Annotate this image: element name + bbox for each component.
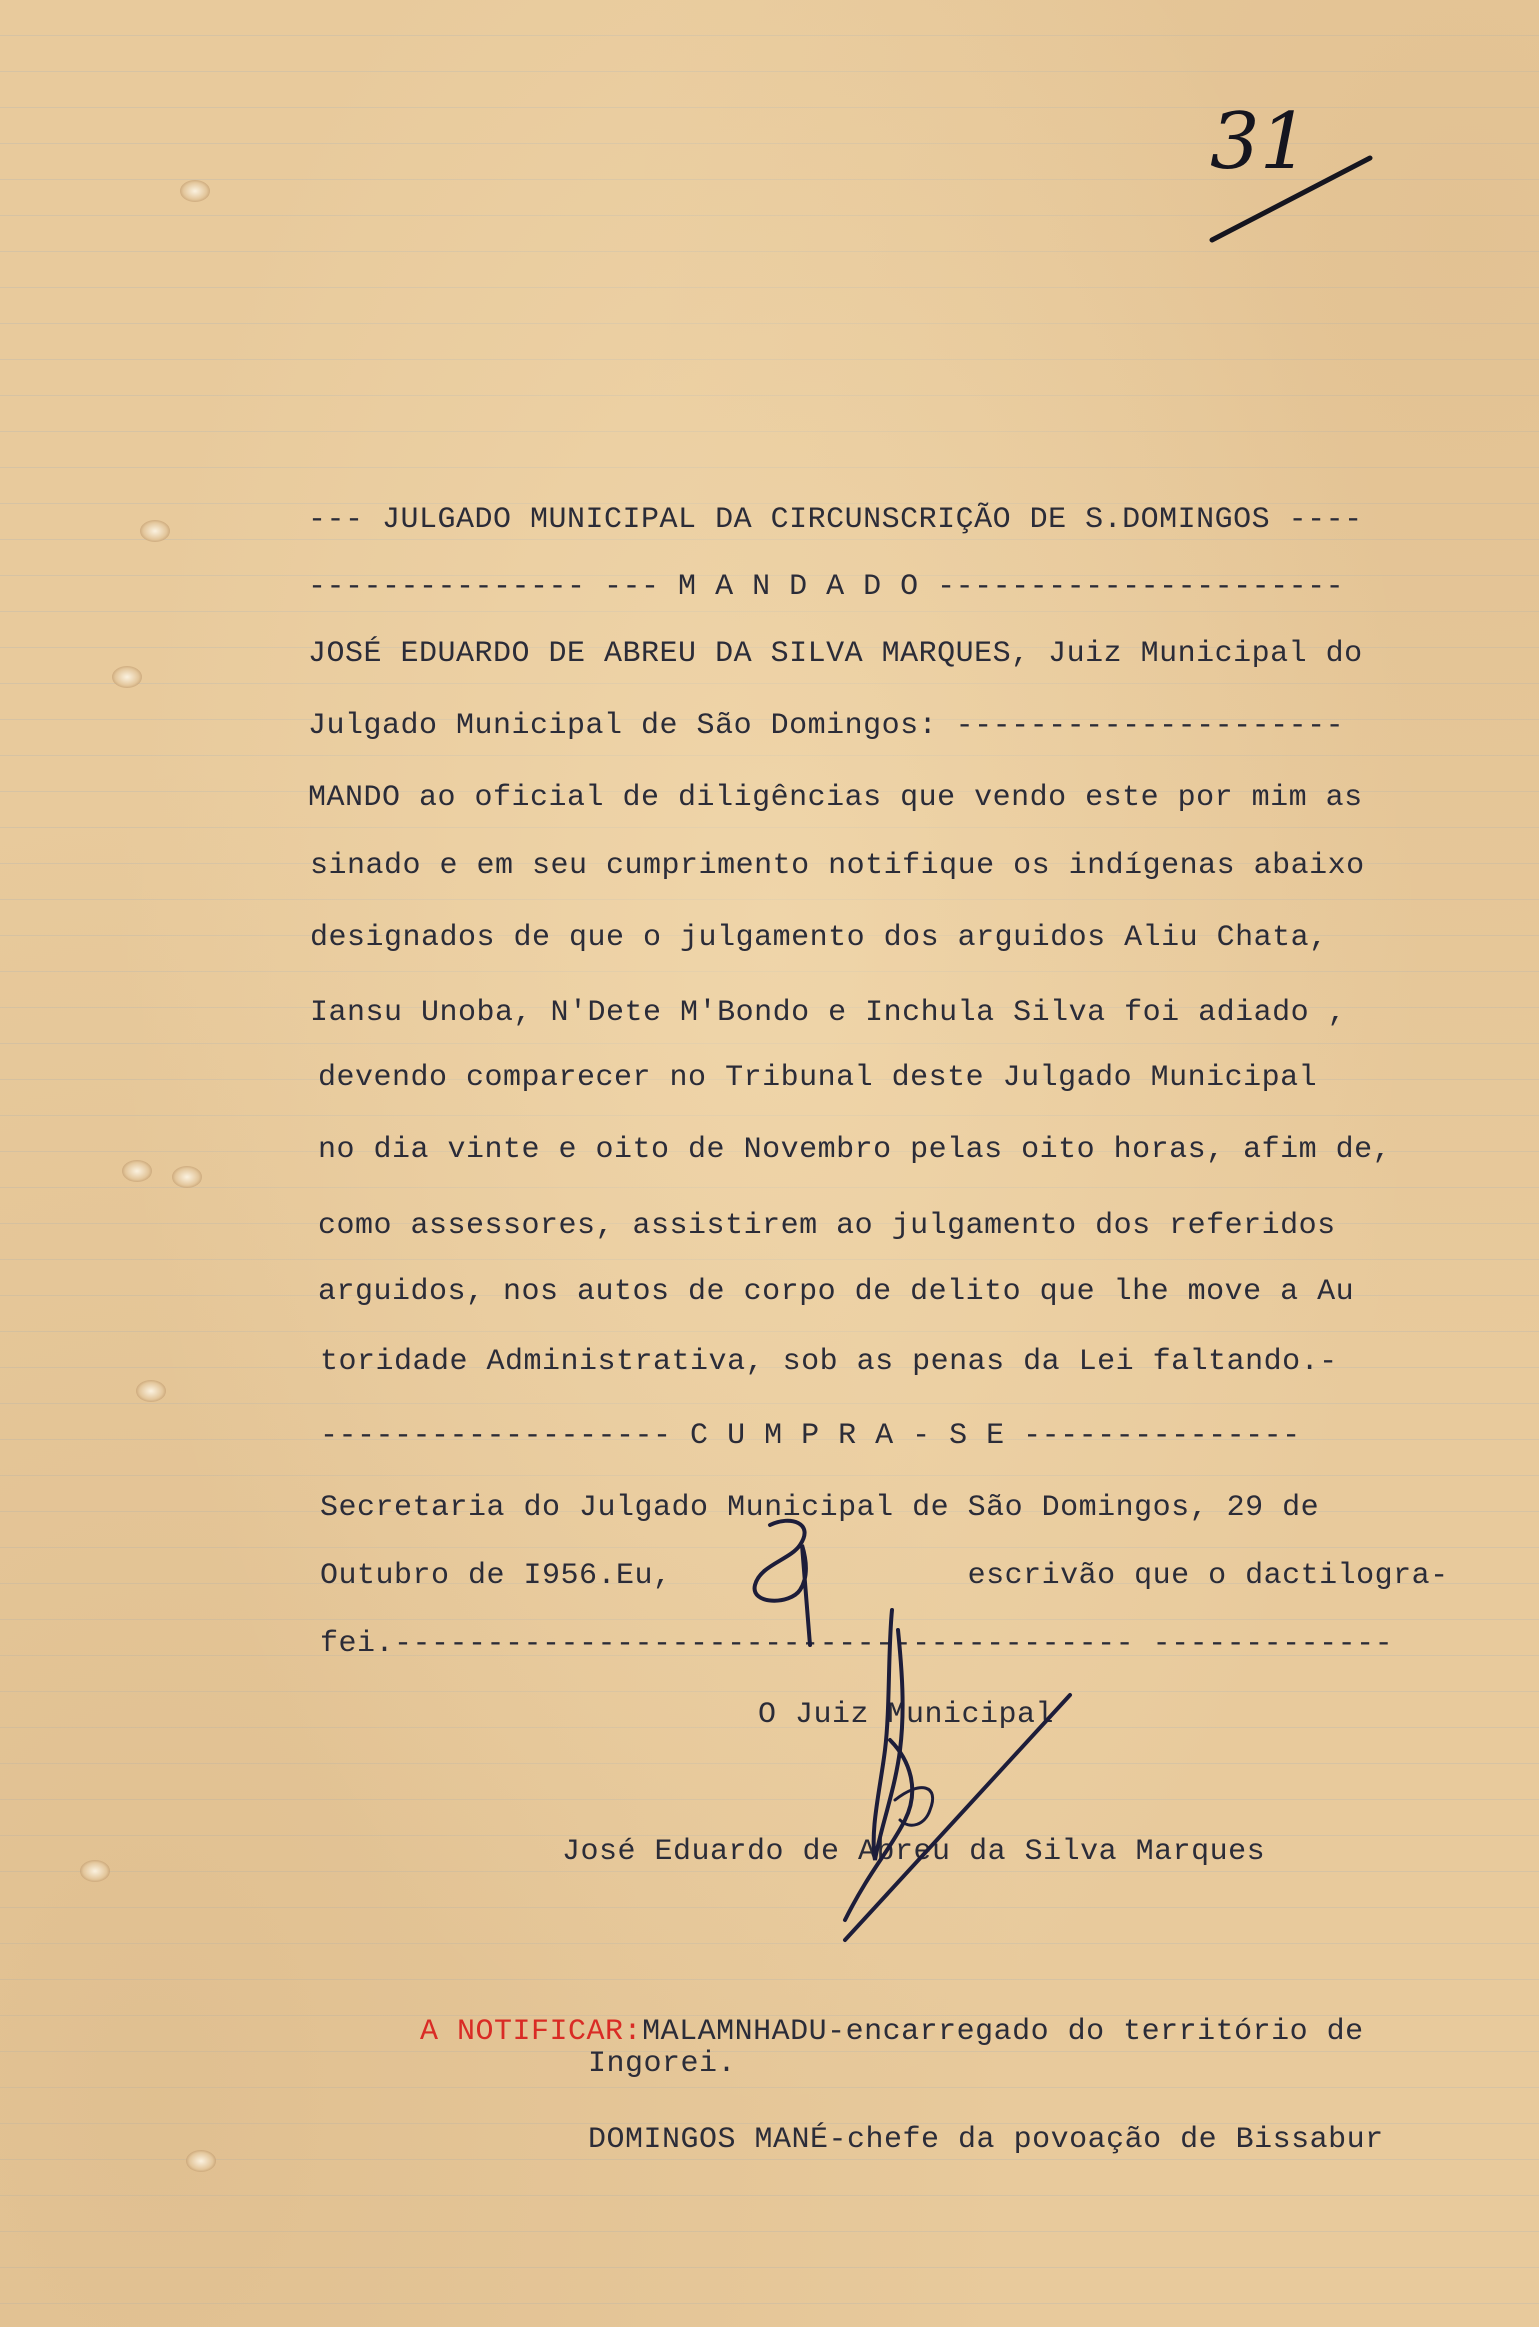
punch-hole [112, 666, 142, 688]
body-line: no dia vinte e oito de Novembro pelas oito horas, afim de, [318, 1133, 1392, 1167]
notification-line: DOMINGOS MANÉ-chefe da povoação de Bissabur [588, 2123, 1384, 2157]
body-line: devendo comparecer no Tribunal deste Julgado Municipal [318, 1061, 1318, 1095]
punch-hole [180, 180, 210, 202]
notification-line: Ingorei. [588, 2047, 737, 2081]
body-line: sinado e em seu cumprimento notifique os indígenas abaixo [310, 849, 1365, 883]
notification-line [346, 1978, 1364, 2086]
judge-name: José Eduardo de Abreu da Silva Marques [562, 1835, 1266, 1869]
punch-hole [122, 1160, 152, 1182]
closing-line: Outubro de I956.Eu, escrivão que o dactilogra- [320, 1559, 1449, 1593]
judge-signature [830, 1590, 1130, 1960]
punch-hole [80, 1860, 110, 1882]
body-line: toridade Administrativa, sob as penas da Lei faltando.- [320, 1345, 1338, 1379]
notification-label: A NOTIFICAR: [420, 2015, 643, 2049]
punch-hole [136, 1380, 166, 1402]
page-number [1200, 80, 1380, 260]
closing-line: Secretaria do Julgado Municipal de São Domingos, 29 de [320, 1491, 1320, 1525]
body-line: MANDO ao oficial de diligências que vendo este por mim as [308, 781, 1363, 815]
body-line: Iansu Unoba, N'Dete M'Bondo e Inchula Silva foi adiado , [310, 996, 1347, 1030]
body-line: designados de que o julgamento dos arguidos Aliu Chata, [310, 921, 1328, 955]
judge-role: O Juiz Municipal [758, 1698, 1055, 1732]
notification-text: MALAMNHADU-encarregado do território de [642, 2015, 1364, 2049]
body-line: arguidos, nos autos de corpo de delito que lhe move a Au [318, 1275, 1355, 1309]
punch-hole [172, 1166, 202, 1188]
punch-hole [186, 2150, 216, 2172]
page-number-text: 31 [1210, 97, 1310, 187]
closing-line: fei.---------------------------------------- ------------- [320, 1627, 1394, 1661]
body-line: como assessores, assistirem ao julgamento dos referidos [318, 1209, 1336, 1243]
punch-hole [140, 520, 170, 542]
header-subtitle: --------------- --- M A N D A D O ---------------------- [308, 570, 1345, 604]
body-line: Julgado Municipal de São Domingos: --------------------- [308, 709, 1345, 743]
cumpra-se-line: ------------------- C U M P R A - S E --------------- [320, 1419, 1301, 1453]
body-line: JOSÉ EDUARDO DE ABREU DA SILVA MARQUES, Juiz Municipal do [308, 637, 1363, 671]
header-title: --- JULGADO MUNICIPAL DA CIRCUNSCRIÇÃO DE S.DOMINGOS ---- [308, 503, 1363, 537]
